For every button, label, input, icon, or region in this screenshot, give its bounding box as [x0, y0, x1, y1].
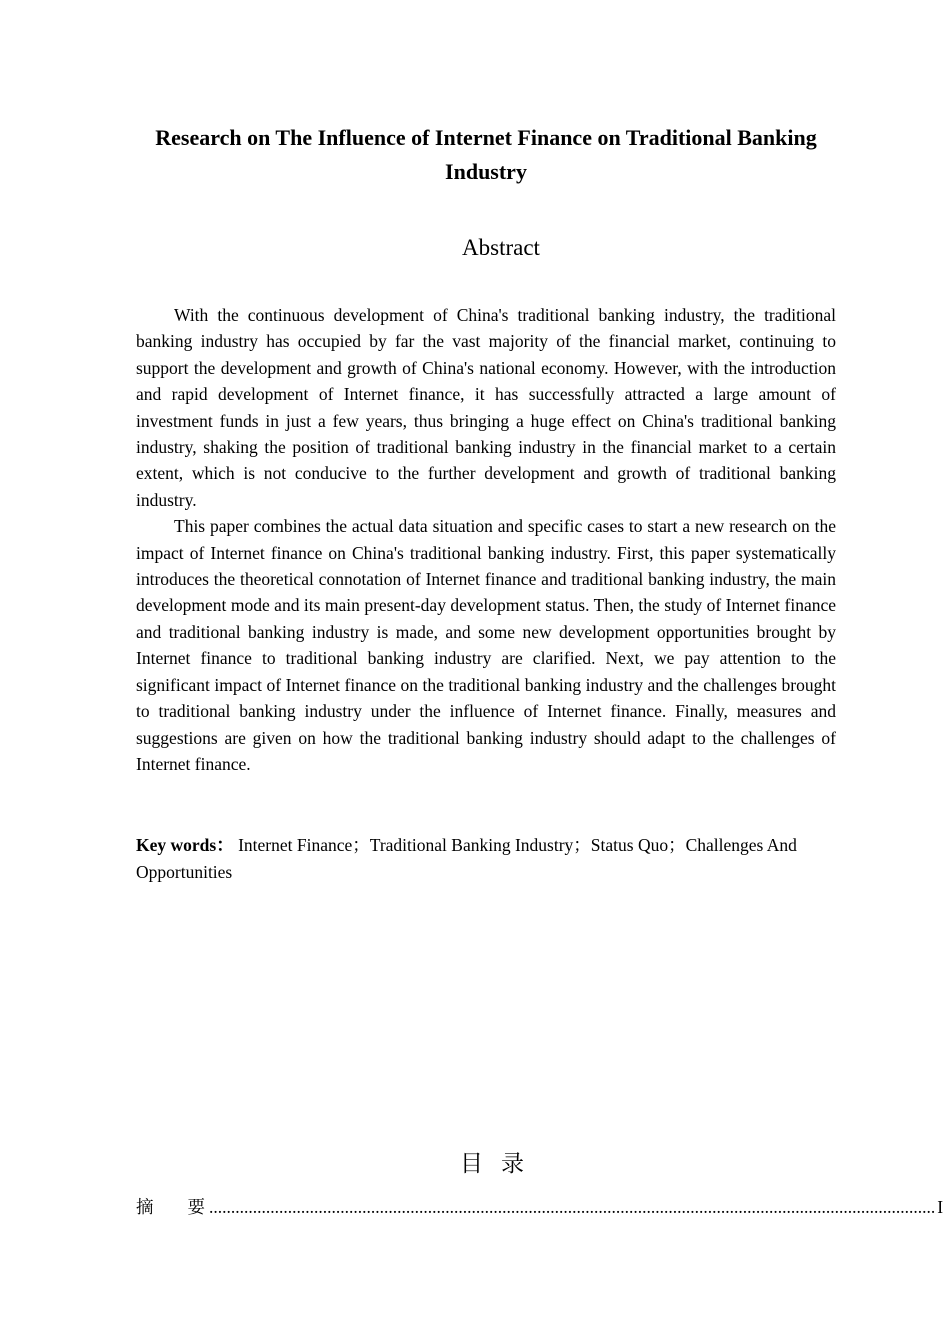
toc-heading: 目录 [460, 1151, 542, 1177]
abstract-paragraph: With the continuous development of China's traditional banking industry, the traditional banking industry has occupied by far the vast majority of the financial market, continuing to support the development and growth of China's national economy. However, with the introduction and rapid development of Internet finance, it has successfully attracted a large amount of investment funds in just a few years, thus bringing a huge effect on China's traditional banking industry, shaking the position of traditional banking industry in the financial market to a certain extent, which is not conducive to the further development and growth of traditional banking industry. [136, 305, 836, 510]
toc-leader-dots: ...................................................................................................................................................................... [209, 1197, 936, 1217]
paper-title: Research on The Influence of Internet Finance on Traditional Banking Industry [155, 125, 817, 184]
toc-entry-page: I [937, 1197, 944, 1217]
abstract-body [136, 302, 836, 777]
toc-entry-label: 摘要 [136, 1198, 239, 1218]
keywords-text: Internet Finance；Traditional Banking Industry；Status Quo；Challenges And Opportunities [136, 835, 797, 882]
abstract-heading: Abstract [462, 235, 540, 260]
keywords-label: Key words： [136, 835, 234, 855]
keywords [136, 832, 836, 885]
toc-entry[interactable] [136, 1194, 944, 1220]
abstract-paragraph: This paper combines the actual data situation and specific cases to start a new research on the impact of Internet finance on China's traditional banking industry. First, this paper systematically introduces the theoretical connotation of Internet finance and traditional banking industry, the main development mode and its main present-day development status. Then, the study of Internet finance and traditional banking industry is made, and some new development opportunities brought by Internet finance to traditional banking industry are clarified. Next, we pay attention to the significant impact of Internet finance on the traditional banking industry and the challenges brought to traditional banking industry under the influence of Internet finance. Finally, measures and suggestions are given on how the traditional banking industry should adapt to the challenges of Internet finance. [136, 516, 836, 774]
